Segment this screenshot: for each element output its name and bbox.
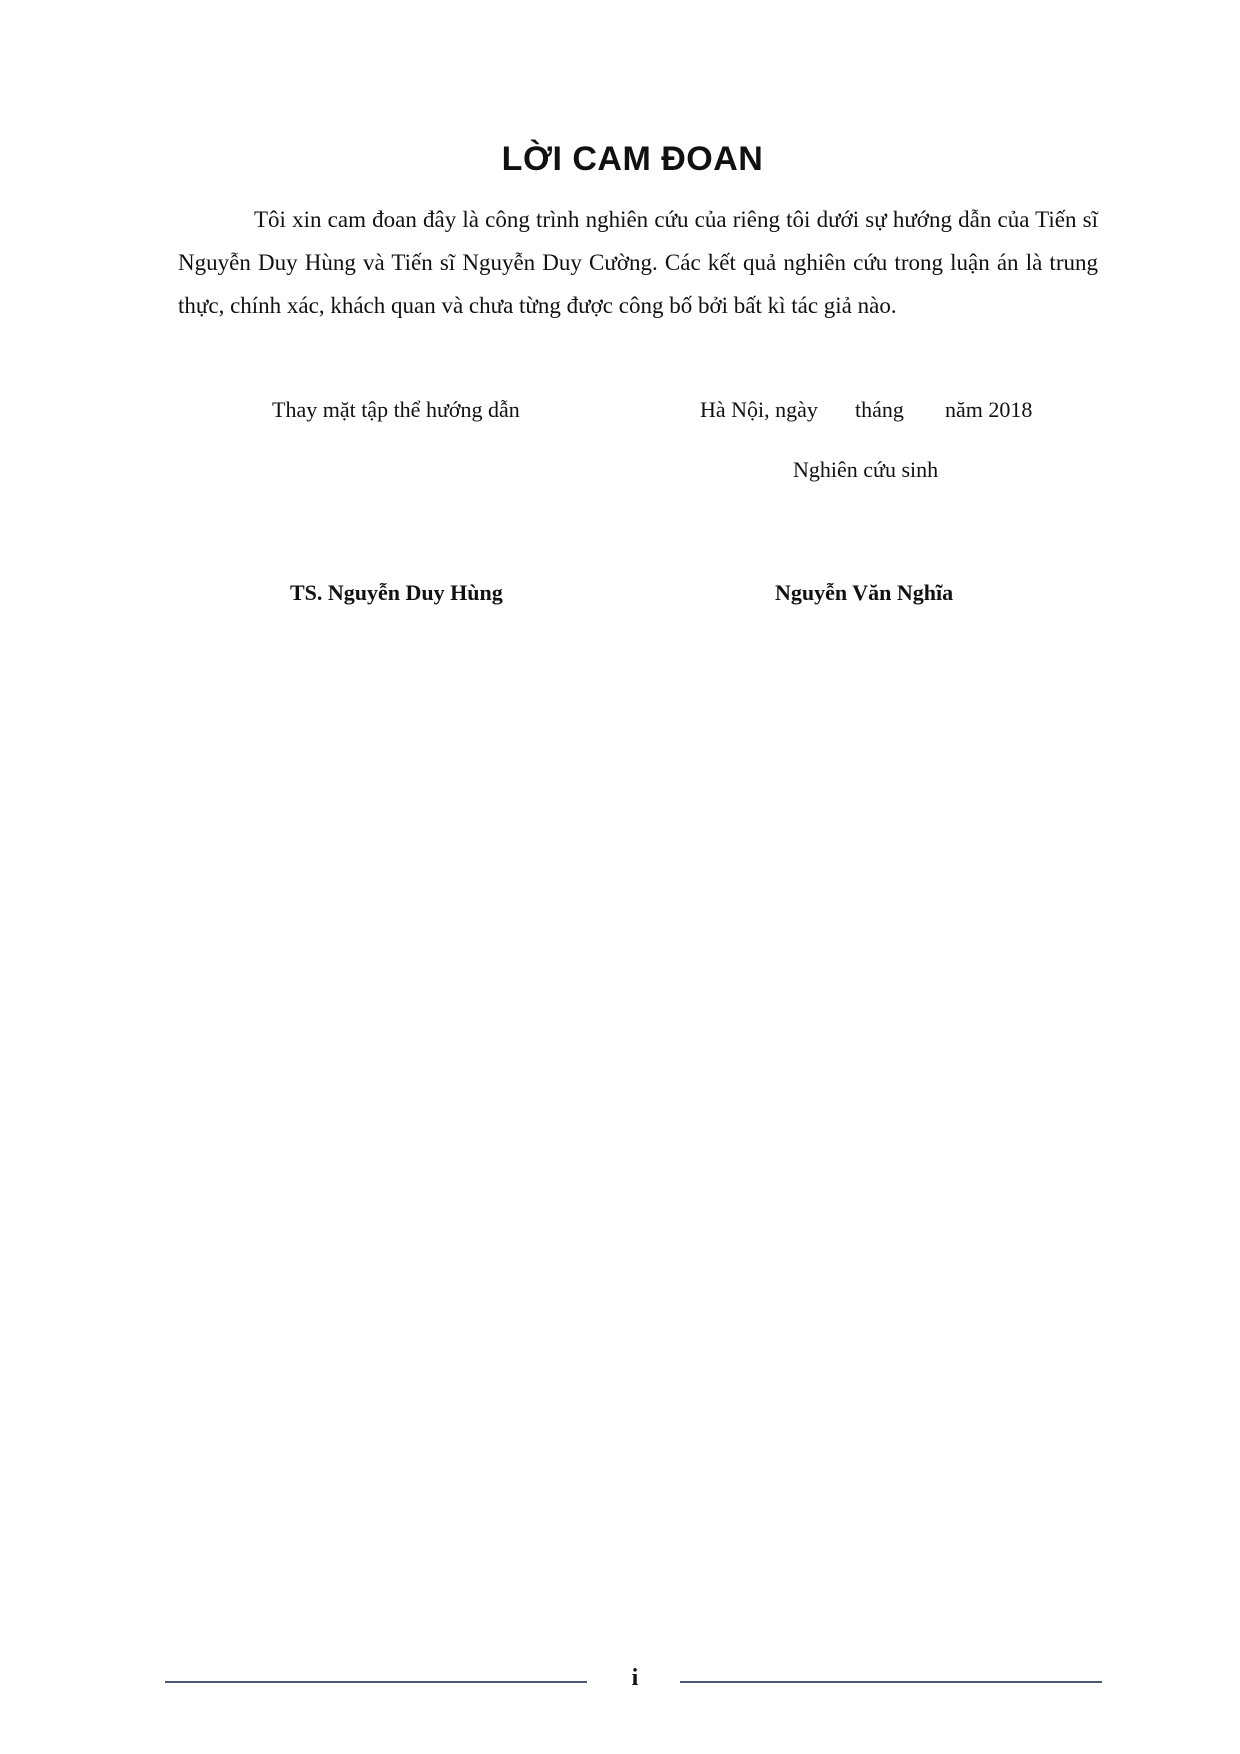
page-number: i <box>631 1665 639 1691</box>
date-place: Hà Nội, ngày <box>700 397 818 422</box>
page-title: LỜI CAM ĐOAN <box>501 140 764 178</box>
footer-rule-left <box>165 1681 587 1683</box>
declaration-paragraph: Tôi xin cam đoan đây là công trình nghiên cứu của riêng tôi dưới sự hướng dẫn của Tiến sĩ Nguyễn Duy Hùng và Tiến sĩ Nguyễn Duy Cường. Các kết quả nghiên cứu trong luận án là trung thực, chính xác, khách quan và chưa từng được công bố bởi bất kì tác giả nào. <box>178 207 1098 318</box>
date-year: năm 2018 <box>945 397 1033 422</box>
candidate-caption: Nghiên cứu sinh <box>793 457 939 482</box>
supervisor-caption: Thay mặt tập thể hướng dẫn <box>272 397 520 422</box>
candidate-name: Nguyễn Văn Nghĩa <box>775 580 954 605</box>
date-month: tháng <box>855 397 904 422</box>
supervisor-name: TS. Nguyễn Duy Hùng <box>290 580 503 605</box>
footer-rule-right <box>680 1681 1102 1683</box>
date-line <box>700 397 1032 423</box>
